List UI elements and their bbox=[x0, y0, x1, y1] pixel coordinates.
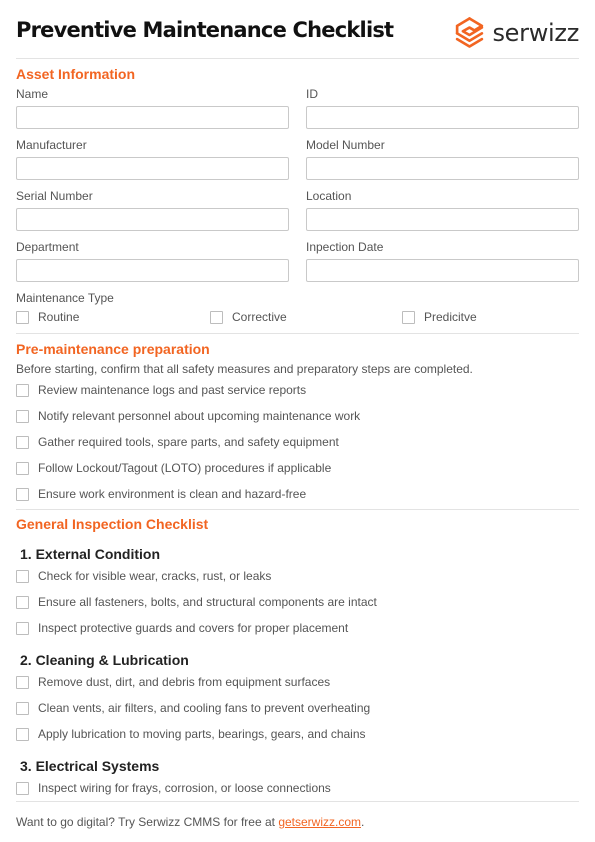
predictive-label: Predicitve bbox=[424, 310, 477, 324]
manufacturer-label: Manufacturer bbox=[16, 138, 87, 152]
checklist-item-label: Gather required tools, spare parts, and safety equipment bbox=[38, 435, 339, 449]
brand-name: serwizz bbox=[492, 18, 579, 47]
checklist-checkbox[interactable] bbox=[16, 782, 29, 795]
checklist-checkbox[interactable] bbox=[16, 384, 29, 397]
cleaning-lubrication-heading: 2. Cleaning & Lubrication bbox=[20, 652, 189, 668]
pre-maintenance-heading: Pre-maintenance preparation bbox=[16, 341, 210, 357]
checklist-checkbox[interactable] bbox=[16, 728, 29, 741]
electrical-systems-heading: 3. Electrical Systems bbox=[20, 758, 160, 774]
footer bbox=[16, 815, 364, 829]
checklist-item-label: Ensure work environment is clean and hazard-free bbox=[38, 487, 307, 501]
external-condition-heading: 1. External Condition bbox=[20, 546, 161, 562]
checklist-checkbox[interactable] bbox=[16, 436, 29, 449]
predictive-checkbox[interactable] bbox=[402, 311, 415, 324]
name-field[interactable] bbox=[16, 106, 289, 129]
serial-number-field[interactable] bbox=[16, 208, 289, 231]
routine-label: Routine bbox=[38, 310, 80, 324]
section-divider bbox=[16, 509, 579, 510]
name-label: Name bbox=[16, 87, 49, 101]
id-label: ID bbox=[306, 87, 318, 101]
checklist-item-label: Review maintenance logs and past service reports bbox=[38, 383, 307, 397]
model-number-label: Model Number bbox=[306, 138, 385, 152]
manufacturer-field[interactable] bbox=[16, 157, 289, 180]
checklist-item-label: Inspect wiring for frays, corrosion, or loose connections bbox=[38, 781, 331, 795]
corrective-checkbox[interactable] bbox=[210, 311, 223, 324]
checklist-item-label: Notify relevant personnel about upcoming maintenance work bbox=[38, 409, 361, 423]
checklist-item-label: Clean vents, air filters, and cooling fans to prevent overheating bbox=[38, 701, 371, 715]
header-divider bbox=[16, 58, 579, 59]
department-label: Department bbox=[16, 240, 79, 254]
checklist-item-label: Apply lubrication to moving parts, bearings, gears, and chains bbox=[38, 727, 366, 741]
checklist-item-label: Ensure all fasteners, bolts, and structural components are intact bbox=[38, 595, 377, 609]
footer-link[interactable]: getserwizz.com bbox=[278, 815, 361, 829]
asset-info-heading: Asset Information bbox=[16, 66, 136, 82]
checklist-checkbox[interactable] bbox=[16, 570, 29, 583]
maintenance-type-label: Maintenance Type bbox=[16, 291, 114, 305]
general-inspection-heading: General Inspection Checklist bbox=[16, 516, 209, 532]
checklist-item-label: Remove dust, dirt, and debris from equipment surfaces bbox=[38, 675, 331, 689]
footer-divider bbox=[16, 801, 579, 802]
checklist-checkbox[interactable] bbox=[16, 676, 29, 689]
id-field[interactable] bbox=[306, 106, 579, 129]
location-field[interactable] bbox=[306, 208, 579, 231]
pre-maintenance-intro: Before starting, confirm that all safety measures and preparatory steps are completed. bbox=[16, 362, 473, 376]
page-title: Preventive Maintenance Checklist bbox=[16, 18, 394, 42]
inspection-date-label: Inpection Date bbox=[306, 240, 384, 254]
checklist-checkbox[interactable] bbox=[16, 488, 29, 501]
footer-text: Want to go digital? Try Serwizz CMMS for free at bbox=[16, 815, 279, 829]
checklist-item-label: Check for visible wear, cracks, rust, or leaks bbox=[38, 569, 272, 583]
checklist-item-label: Inspect protective guards and covers for proper placement bbox=[38, 621, 349, 635]
checklist-checkbox[interactable] bbox=[16, 462, 29, 475]
inspection-date-field[interactable] bbox=[306, 259, 579, 282]
checklist-checkbox[interactable] bbox=[16, 622, 29, 635]
footer-suffix: . bbox=[361, 815, 365, 829]
model-number-field[interactable] bbox=[306, 157, 579, 180]
location-label: Location bbox=[306, 189, 352, 203]
checklist-checkbox[interactable] bbox=[16, 702, 29, 715]
department-field[interactable] bbox=[16, 259, 289, 282]
serwizz-logo-icon bbox=[453, 16, 486, 49]
checklist-checkbox[interactable] bbox=[16, 596, 29, 609]
routine-checkbox[interactable] bbox=[16, 311, 29, 324]
checklist-checkbox[interactable] bbox=[16, 410, 29, 423]
serial-number-label: Serial Number bbox=[16, 189, 93, 203]
checklist-item-label: Follow Lockout/Tagout (LOTO) procedures if applicable bbox=[38, 461, 332, 475]
brand-logo bbox=[453, 16, 579, 49]
section-divider bbox=[16, 333, 579, 334]
corrective-label: Corrective bbox=[232, 310, 287, 324]
